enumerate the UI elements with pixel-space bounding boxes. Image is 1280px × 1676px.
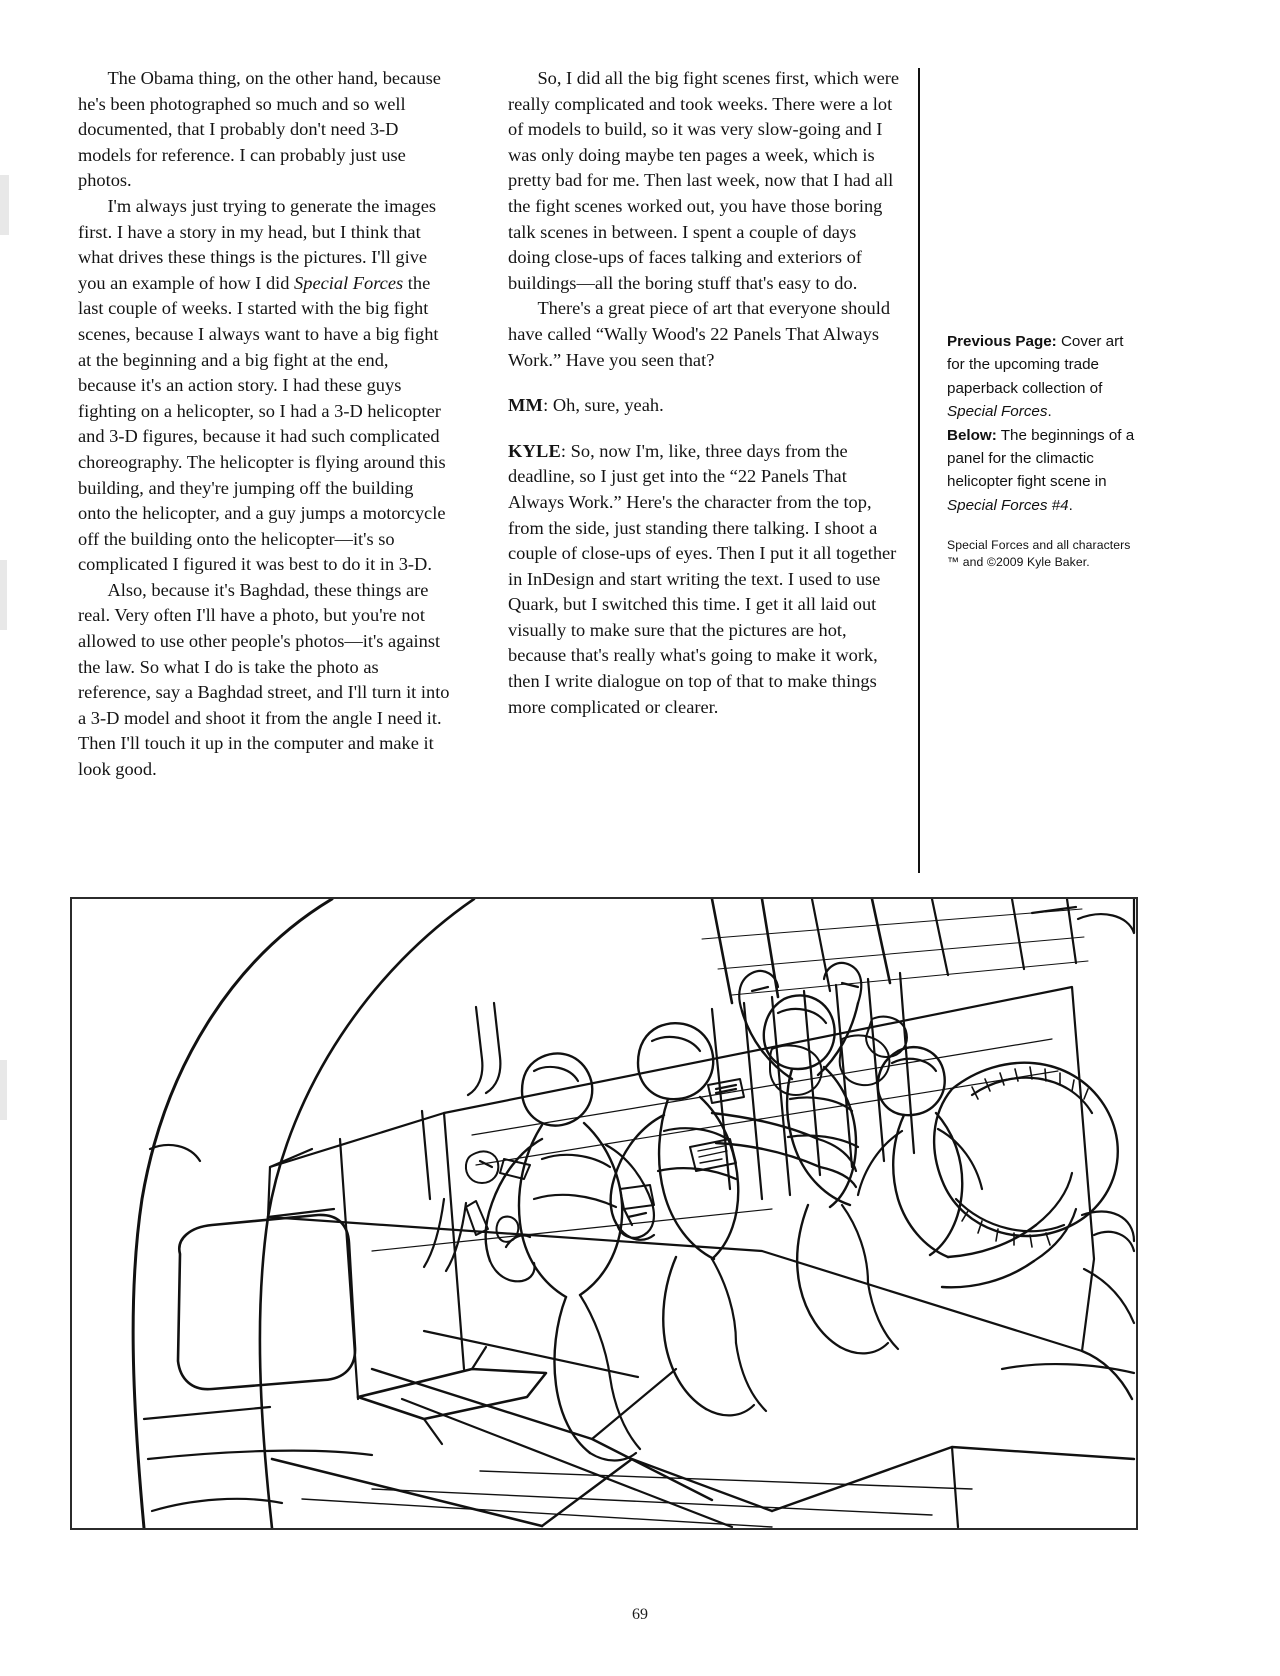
speaker-separator-mm: :: [543, 395, 553, 416]
body-column-left: [78, 66, 450, 783]
paragraph-left-2: [78, 194, 450, 578]
paragraph-left-2-part-a: I'm always just trying to generate the images first. I have a story in my head, but I think that what drives these things is the pictures. I'll give you an example of how I did: [78, 195, 437, 293]
speaker-separator-kyle: :: [560, 440, 571, 461]
paragraph-right-1: So, I did all the big fight scenes first, which were really complicated and took weeks. There were a lot of models to build, so it was very slow-going and I was only doing maybe ten pages a week, which is pretty bad for me. Then last week, now that I had all the fight scenes worked out, you have those boring talk scenes in between. I spent a couple of days doing close-ups of faces talking and exteriors of buildings—all the boring stuff that's easy to do.: [508, 68, 900, 293]
qa-entry-mm: [508, 393, 900, 419]
paragraph-left-3: Also, because it's Baghdad, these things are real. Very often I'll have a photo, but you're not allowed to use other people's photos—it's against the law. So what I do is take the photo as reference, say a Baghdad street, and I'll turn it into a 3-D model and shoot it from the angle I need it. Then I'll touch it up in the computer and make it look good.: [78, 579, 450, 780]
caption-block: [947, 330, 1143, 517]
caption-label-below: Below:: [947, 426, 997, 444]
paragraph-right-2: There's a great piece of art that everyone should have called “Wally Wood's 22 Panels That Always Work.” Have you seen that?: [508, 298, 891, 370]
caption-previous-page-text-a: Cover art for the upcoming trade paperback collection of: [947, 333, 1124, 397]
scan-edge-mark-mid: [0, 560, 7, 630]
illustration-panel: [70, 897, 1138, 1530]
caption-below-title: Special Forces #4: [947, 496, 1069, 514]
credit-line-2: ™ and ©2009 Kyle Baker.: [947, 555, 1090, 570]
scan-edge-mark-top: [0, 175, 9, 235]
caption-previous-page-text-b: .: [1047, 403, 1052, 421]
speaker-text-kyle: So, now I'm, like, three days from the deadline, so I just get into the “22 Panels That Always Work.” Here's the character from the top, from the side, just standing there talking. I shoot a couple of close-ups of eyes. Then I put it all together in InDesign and start writing the text. I used to use Quark, but I switched this time. I get it all laid out visually to make sure that the pictures are hot, because that's really what's going to make it work, then I write dialogue on top of that to make things more complicated or clearer.: [508, 440, 897, 717]
page-number: 69: [632, 1606, 648, 1623]
credit-line-1: Special Forces and all characters: [947, 538, 1131, 553]
speaker-text-mm: Oh, sure, yeah.: [552, 395, 664, 416]
caption-below-text-b: .: [1068, 496, 1073, 514]
speaker-label-mm: MM: [508, 395, 544, 416]
copyright-credit: [947, 537, 1143, 571]
paragraph-left-1: The Obama thing, on the other hand, because he's been photographed so much and so well documented, that I probably don't need 3-D models for reference. I can probably just use photos.: [78, 68, 441, 191]
caption-label-previous-page: Previous Page:: [947, 333, 1057, 350]
qa-entry-kyle: [508, 439, 900, 721]
title-special-forces: Special Forces: [294, 272, 404, 293]
caption-previous-page-title: Special Forces: [947, 403, 1048, 421]
helicopter-interior-line-art: [72, 899, 1136, 1528]
sidebar-captions: [947, 330, 1143, 571]
speaker-label-kyle: KYLE: [508, 440, 561, 461]
caption-below-text-a: The beginnings of a panel for the climactic helicopter fight scene in: [947, 426, 1135, 491]
body-column-right: [508, 66, 900, 720]
paragraph-left-2-part-b: the last couple of weeks. I started with the big fight scenes, because I always want to have a big fight at the beginning and a big fight at the end, because it's an action story. I had these guys fighting on a helicopter, so I had a 3-D helicopter and 3-D figures, because it had such complicated choreography. The helicopter is flying around this building, and they're jumping off the building onto the helicopter, and a guy jumps a motorcycle off the building onto the helicopter—it's so complicated I figured it was best to do it in 3-D.: [78, 272, 446, 575]
column-divider-rule: [918, 68, 920, 873]
scan-edge-mark-bottom: [0, 1060, 7, 1120]
